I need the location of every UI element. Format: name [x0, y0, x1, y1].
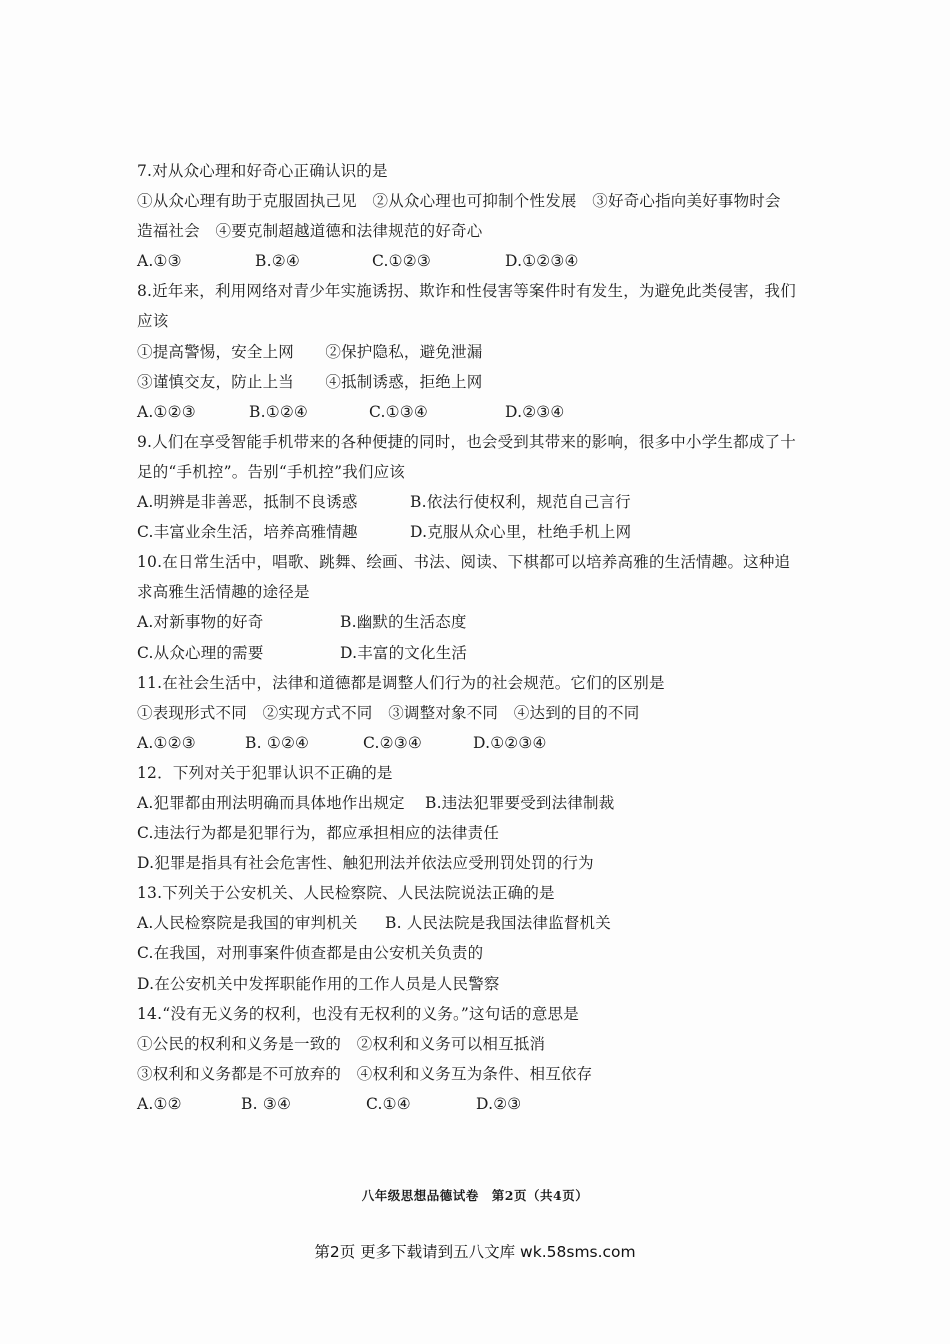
- question-13-option-c: C.在我国，对刑事案件侦查都是由公安机关负责的: [137, 944, 484, 963]
- option-c: C.①③④: [369, 402, 428, 421]
- question-7-statements-line-2: 造福社会 ④要克制超越道德和法律规范的好奇心: [137, 222, 483, 241]
- question-14-options: [137, 1089, 817, 1119]
- question-9-options-row-1: [137, 487, 817, 517]
- option-c: C.②③④: [363, 733, 422, 752]
- option-b: B.①②④: [249, 402, 309, 421]
- question-14-statements-line-1: ①公民的权利和义务是一致的 ②权利和义务可以相互抵消: [137, 1034, 546, 1053]
- option-c: C.①②③: [372, 252, 431, 271]
- option-a: A.①③: [137, 252, 182, 271]
- option-b: B.幽默的生活态度: [340, 613, 467, 632]
- question-11-options: [137, 728, 817, 758]
- question-13-option-d: D.在公安机关中发挥职能作用的工作人员是人民警察: [137, 974, 500, 993]
- question-14-statements-line-2: ③权利和义务都是不可放弃的 ④权利和义务互为条件、相互依存: [137, 1064, 593, 1083]
- option-a: A.①②③: [137, 733, 196, 752]
- option-d: D.丰富的文化生活: [340, 643, 468, 662]
- question-10-stem-line-2: 求高雅生活情趣的途径是: [137, 583, 310, 602]
- question-14-stem: 14.“没有无义务的权利，也没有无权利的义务。”这句话的意思是: [137, 1004, 579, 1023]
- option-d: D.②③: [476, 1094, 522, 1113]
- option-a: A.犯罪都由刑法明确而具体地作出规定: [137, 793, 405, 812]
- question-13-options-row-1: [137, 908, 817, 938]
- question-10-options-row-2: [137, 638, 817, 668]
- option-c: C.①④: [366, 1094, 411, 1113]
- question-7-stem: 7.对从众心理和好奇心正确认识的是: [137, 162, 388, 180]
- option-b: B. ①②④: [245, 733, 310, 752]
- question-8-statements-line-2: ③谨慎交友，防止上当 ④抵制诱惑，拒绝上网: [137, 372, 483, 391]
- question-9-options-row-2: [137, 517, 817, 547]
- option-d: D.①②③④: [505, 252, 579, 271]
- question-13-stem: 13.下列关于公安机关、人民检察院、人民法院说法正确的是: [137, 884, 555, 903]
- option-a: A.明辨是非善恶，抵制不良诱惑: [137, 493, 358, 512]
- question-10-options-row-1: [137, 607, 817, 637]
- question-9-stem-line-2: 足的“手机控”。告别“手机控”我们应该: [137, 462, 405, 481]
- option-b: B.②④: [255, 252, 300, 271]
- question-9-stem-line-1: 9.人们在享受智能手机带来的各种便捷的同时，也会受到其带来的影响，很多中小学生都成了十: [137, 432, 796, 451]
- option-b: B. 人民法院是我国法律监督机关: [385, 914, 611, 933]
- option-d: D.克服从众心里，杜绝手机上网: [410, 523, 632, 542]
- question-12-stem: 12．下列对关于犯罪认识不正确的是: [137, 763, 393, 782]
- option-a: A.①②③: [137, 402, 196, 421]
- option-d: D.①②③④: [473, 733, 547, 752]
- question-list: [137, 156, 817, 1119]
- option-b: B.依法行使权利，规范自己言行: [410, 493, 631, 512]
- question-8-stem-line-2: 应该: [137, 312, 169, 331]
- question-10-stem-line-1: 10.在日常生活中，唱歌、跳舞、绘画、书法、阅读、下棋都可以培养高雅的生活情趣。这种追: [137, 553, 791, 572]
- option-c: C.丰富业余生活，培养高雅情趣: [137, 523, 358, 542]
- question-11-stem: 11.在社会生活中，法律和道德都是调整人们行为的社会规范。它们的区别是: [137, 673, 665, 692]
- option-d: D.②③④: [505, 402, 565, 421]
- question-12-option-c: C.违法行为都是犯罪行为，都应承担相应的法律责任: [137, 824, 500, 843]
- option-c: C.从众心理的需要: [137, 643, 264, 662]
- question-7-statements-line-1: ①从众心理有助于克服固执己见 ②从众心理也可抑制个性发展 ③好奇心指向美好事物时会: [137, 192, 781, 211]
- option-a: A.对新事物的好奇: [137, 613, 264, 632]
- download-watermark: 第2页 更多下载请到五八文库 wk.58sms.com: [314, 1243, 636, 1261]
- option-a: A.①②: [137, 1094, 182, 1113]
- question-8-options: [137, 397, 817, 427]
- question-11-statements: ①表现形式不同 ②实现方式不同 ③调整对象不同 ④达到的目的不同: [137, 703, 640, 722]
- question-8-statements-line-1: ①提高警惕，安全上网 ②保护隐私，避免泄漏: [137, 342, 483, 361]
- page-footer: 八年级思想品德试卷 第2页（共4页）: [361, 1188, 589, 1203]
- question-7-options: [137, 246, 817, 276]
- question-12-options-row-1: [137, 788, 817, 818]
- question-8-stem-line-1: 8.近年来，利用网络对青少年实施诱拐、欺诈和性侵害等案件时有发生，为避免此类侵害，我们: [137, 282, 796, 301]
- question-12-option-d: D.犯罪是指具有社会危害性、触犯刑法并依法应受刑罚处罚的行为: [137, 854, 594, 873]
- option-b: B.违法犯罪要受到法律制裁: [425, 793, 615, 812]
- option-a: A.人民检察院是我国的审判机关: [137, 914, 358, 933]
- option-b: B. ③④: [241, 1094, 292, 1113]
